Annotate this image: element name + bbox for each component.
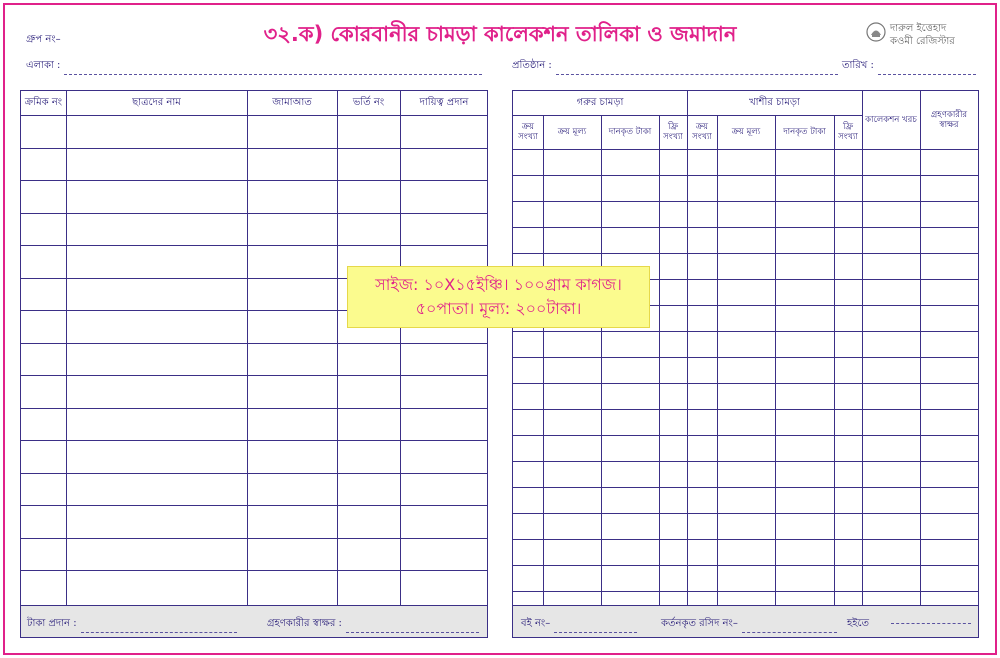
right-table-footer — [513, 605, 978, 637]
table-row-line — [513, 149, 978, 150]
table-row-line — [21, 115, 487, 116]
left-col-divider — [66, 91, 67, 607]
left-col-divider — [400, 91, 401, 607]
payment-line — [81, 625, 237, 633]
table-row-line — [513, 591, 978, 592]
left-table-footer — [21, 605, 487, 637]
receiver-signature-header: গ্রহণকারীর স্বাক্ষর — [930, 110, 968, 130]
table-row-line — [513, 383, 978, 384]
book-number-line — [554, 625, 637, 633]
logo-line-2: কওমী রেজিস্টার — [890, 36, 955, 47]
col-student-name-header: ছাত্রদের নাম — [132, 97, 181, 108]
table-row-line — [513, 409, 978, 410]
table-row-line — [513, 357, 978, 358]
right-col-divider — [775, 115, 776, 607]
table-row-line — [513, 201, 978, 202]
right-col-divider — [834, 115, 835, 607]
table-row-line — [513, 565, 978, 566]
institution-label: প্রতিষ্ঠান : — [512, 60, 552, 71]
table-row-line — [513, 539, 978, 540]
cow-buy-price-header: ক্রয় মূল্য — [557, 127, 587, 137]
right-col-divider — [920, 91, 921, 607]
publisher-logo — [866, 20, 976, 50]
col-class-header: জামাআত — [272, 97, 312, 108]
goat-buy-count-header: ক্রয় সংখ্যা — [692, 122, 712, 142]
institution-field[interactable] — [512, 58, 838, 75]
cow-donated-amount-header: দানকৃত টাকা — [608, 127, 652, 137]
left-col-divider — [337, 91, 338, 607]
goat-donated-amount-header: দানকৃত টাকা — [783, 127, 826, 137]
table-row-line — [21, 180, 487, 181]
right-col-divider — [862, 91, 863, 607]
table-row-line — [21, 213, 487, 214]
payment-label: টাকা প্রদান : — [27, 618, 77, 629]
student-list-table — [20, 90, 488, 638]
to-field[interactable] — [891, 616, 971, 624]
goat-hide-group-header: খাশীর চামড়া — [749, 97, 800, 108]
table-row-line — [21, 440, 487, 441]
specification-note — [347, 266, 650, 328]
from-field — [847, 616, 887, 633]
table-row-line — [21, 343, 487, 344]
col-serial-header: ক্রমিক নং — [24, 97, 63, 108]
table-row-line — [21, 570, 487, 571]
table-row-line — [513, 513, 978, 514]
col-assignment-header: দায়িত্ব প্রদান — [419, 97, 469, 108]
cow-hide-group-header: গরুর চামড়া — [576, 97, 624, 108]
table-row-line — [513, 331, 978, 332]
to-line — [891, 616, 971, 624]
table-row-line — [21, 245, 487, 246]
logo-line-1: দারুল ইত্তেহাদ — [890, 23, 947, 34]
book-number-field[interactable] — [521, 616, 637, 633]
right-col-divider — [659, 115, 660, 607]
receipt-number-field[interactable] — [661, 616, 837, 633]
left-receiver-sign-label: গ্রহণকারীর স্বাক্ষর : — [267, 618, 342, 629]
table-row-line — [513, 487, 978, 488]
from-label: হইতে — [847, 618, 869, 629]
hide-collection-table — [512, 90, 979, 638]
page-title: ৩২.ক) কোরবানীর চামড়া কালেকশন তালিকা ও জমাদান — [263, 22, 737, 46]
group-number-label: গ্রুপ নং– — [26, 34, 61, 45]
goat-buy-price-header: ক্রয় মূল্য — [731, 127, 761, 137]
cow-free-count-header: ফ্রি সংখ্যা — [663, 122, 683, 142]
logo-emblem-icon — [866, 22, 886, 42]
table-row-line — [513, 253, 978, 254]
table-row-line — [21, 408, 487, 409]
right-col-divider — [543, 115, 544, 607]
left-col-divider — [247, 91, 248, 607]
collection-cost-header: কালেকশন খরচ — [865, 115, 917, 125]
book-number-label: বই নং– — [521, 618, 551, 629]
spec-line-2: ৫০পাতা। মূল্য: ২০০টাকা। — [415, 299, 582, 318]
payment-field[interactable] — [27, 616, 237, 633]
date-line — [878, 67, 976, 75]
left-receiver-sign-field[interactable] — [267, 616, 479, 633]
right-col-divider — [687, 91, 688, 607]
receipt-number-line — [742, 625, 837, 633]
right-col-divider — [601, 115, 602, 607]
table-row-line — [21, 538, 487, 539]
cow-buy-count-header: ক্রয় সংখ্যা — [518, 122, 538, 142]
table-row-line — [513, 435, 978, 436]
date-field[interactable] — [842, 58, 976, 75]
table-row-line — [21, 505, 487, 506]
table-row-line — [21, 473, 487, 474]
table-row-line — [513, 175, 978, 176]
spec-line-1: সাইজ: ১০X১৫ইঞ্চি। ১০০গ্রাম কাগজ। — [375, 275, 622, 294]
table-row-line — [513, 461, 978, 462]
receipt-number-label: কর্তনকৃত রসিদ নং– — [661, 618, 738, 629]
col-admission-no-header: ভর্তি নং — [352, 97, 385, 108]
left-receiver-sign-line — [346, 625, 479, 633]
table-row-line — [21, 148, 487, 149]
table-row-line — [21, 375, 487, 376]
institution-line — [556, 67, 838, 75]
area-field[interactable] — [26, 58, 482, 75]
area-label: এলাকা : — [26, 60, 61, 71]
area-line — [64, 67, 482, 75]
table-row-line — [513, 227, 978, 228]
right-col-divider — [717, 115, 718, 607]
goat-free-count-header: ফ্রি সংখ্যা — [838, 122, 858, 142]
date-label: তারিখ : — [842, 60, 874, 71]
